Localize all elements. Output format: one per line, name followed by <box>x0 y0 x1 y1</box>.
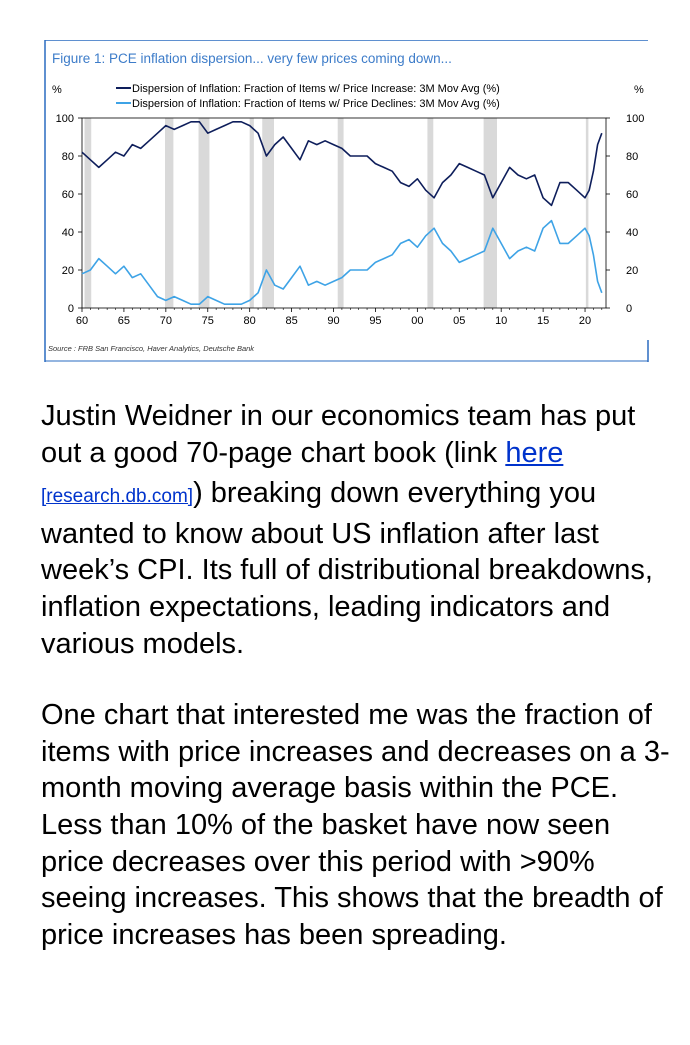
y-tick-label-left: 0 <box>67 303 74 315</box>
y-tick-label-left: 80 <box>61 151 74 163</box>
x-tick-label: 95 <box>369 315 382 327</box>
chart-source: Source : FRB San Francisco, Haver Analytics, Deutsche Bank <box>48 344 255 353</box>
y-tick-label-right: 0 <box>626 303 633 315</box>
y-tick-label-left: 60 <box>61 189 74 201</box>
y-tick-label-right: 40 <box>626 227 639 239</box>
y-tick-label-left: 40 <box>61 227 74 239</box>
right-axis-unit: % <box>634 84 644 96</box>
plot-area-border <box>82 118 606 308</box>
recession-band-1 <box>165 118 173 308</box>
recession-band-3 <box>250 118 254 308</box>
recession-band-0 <box>85 118 92 308</box>
x-tick-label: 85 <box>285 315 298 327</box>
x-tick-label: 75 <box>201 315 214 327</box>
recession-band-2 <box>199 118 210 308</box>
chart-figure <box>44 40 650 362</box>
recession-band-7 <box>484 118 497 308</box>
recession-band-6 <box>427 118 433 308</box>
chart-svg <box>44 40 650 362</box>
article-paragraph-2: One chart that interested me was the fraction of items with price increases and decreases on a 3-month moving average basis within the PCE. Less than 10% of the basket have now seen price decreases over this period with >90% seeing increases. This shows that the breadth of price increases has been spreading. <box>41 699 670 951</box>
y-tick-label-right: 60 <box>626 189 639 201</box>
x-tick-label: 10 <box>495 315 508 327</box>
chart-book-link[interactable]: here <box>505 436 564 469</box>
x-tick-label: 00 <box>411 315 424 327</box>
y-tick-label-right: 20 <box>626 265 639 277</box>
link-source-domain[interactable]: [research.db.com] <box>41 486 194 508</box>
x-tick-label: 60 <box>75 315 89 327</box>
x-tick-label: 65 <box>117 315 131 327</box>
article-paragraph-1 <box>41 398 671 662</box>
chart-title: Figure 1: PCE inflation dispersion... very few prices coming down... <box>52 51 452 66</box>
legend-label-decline: Dispersion of Inflation: Fraction of Items w/ Price Declines: 3M Mov Avg (%) <box>132 98 500 110</box>
y-tick-label-left: 100 <box>55 113 74 125</box>
paragraph-1-text-end: ) breaking down everything you wanted to know about US inflation after last week’s CPI. Its full of distributional breakdowns, inflation expectations, leading indicators and various models. <box>41 477 653 660</box>
x-tick-label: 15 <box>536 315 550 327</box>
article-body <box>41 398 671 953</box>
legend-label-increase: Dispersion of Inflation: Fraction of Items w/ Price Increase: 3M Mov Avg (%) <box>132 83 500 95</box>
x-tick-label: 20 <box>578 315 592 327</box>
x-tick-label: 90 <box>327 315 340 327</box>
y-tick-label-right: 100 <box>626 113 645 125</box>
paragraph-1-text-start: Justin Weidner in our economics team has put out a good 70-page chart book (link <box>41 400 636 469</box>
x-tick-label: 05 <box>453 315 466 327</box>
recession-band-8 <box>586 118 589 308</box>
x-tick-label: 80 <box>243 315 256 327</box>
y-tick-label-left: 20 <box>61 265 74 277</box>
left-axis-unit: % <box>52 84 62 96</box>
x-tick-label: 70 <box>159 315 172 327</box>
y-tick-label-right: 80 <box>626 151 639 163</box>
